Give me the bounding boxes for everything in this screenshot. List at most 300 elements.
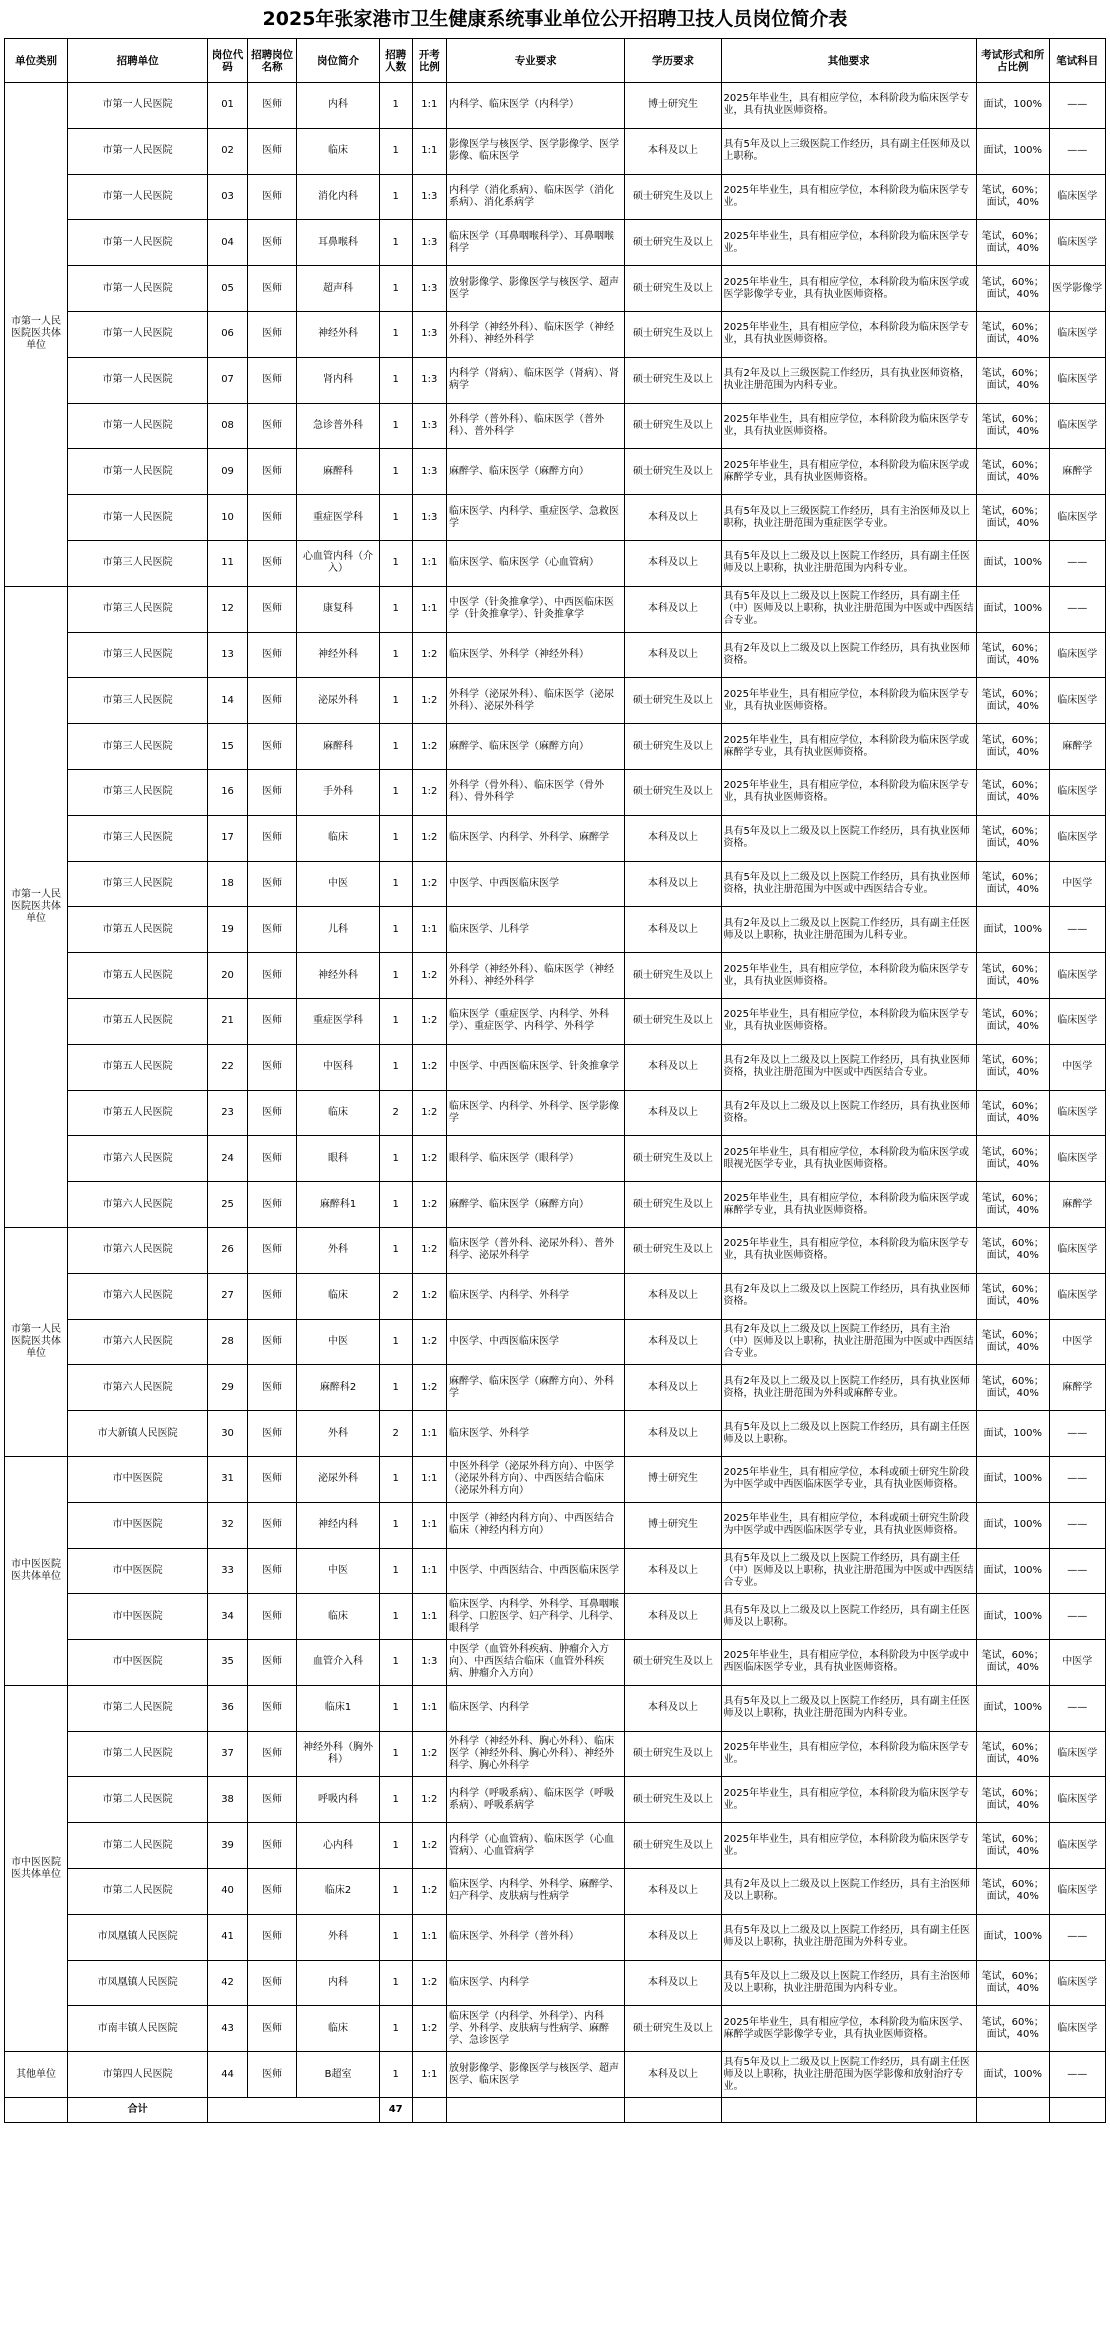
- exam-subject-cell: 临床医学: [1049, 678, 1105, 724]
- major-requirement-cell: 临床医学、内科学: [446, 1685, 624, 1731]
- major-requirement-cell: 临床医学（内科学、外科学）、内科学、外科学、皮肤病与性病学、麻醉学、急诊医学: [446, 2006, 624, 2052]
- exam-format-cell: 笔试，60%；面试，40%: [976, 1136, 1049, 1182]
- unit-cell: 市第一人民医院: [68, 311, 208, 357]
- exam-subject-cell: 临床医学: [1049, 174, 1105, 220]
- exam-subject-cell: ——: [1049, 1685, 1105, 1731]
- position-name-cell: 医师: [247, 1090, 296, 1136]
- exam-subject-cell: 医学影像学: [1049, 266, 1105, 312]
- headcount-cell: 2: [379, 1090, 412, 1136]
- exam-ratio-cell: 1:2: [412, 815, 446, 861]
- unit-cell: 市第五人民医院: [68, 953, 208, 999]
- exam-subject-cell: 临床医学: [1049, 311, 1105, 357]
- major-requirement-cell: 内科学（心血管病）、临床医学（心血管病）、心血管病学: [446, 1823, 624, 1869]
- position-brief-cell: 临床: [297, 1594, 379, 1640]
- code-cell: 30: [208, 1411, 248, 1457]
- exam-format-cell: 笔试，60%；面试，40%: [976, 953, 1049, 999]
- total-row: [5, 2098, 1106, 2123]
- code-cell: 26: [208, 1227, 248, 1273]
- position-brief-cell: 呼吸内科: [297, 1777, 379, 1823]
- position-name-cell: 医师: [247, 998, 296, 1044]
- table-row: [5, 1365, 1106, 1411]
- table-row: [5, 495, 1106, 541]
- position-brief-cell: 临床: [297, 815, 379, 861]
- other-requirement-cell: 具有2年及以上二级及以上医院工作经历，具有执业医师资格。: [721, 632, 976, 678]
- education-cell: 本科及以上: [625, 1869, 721, 1915]
- headcount-cell: 1: [379, 861, 412, 907]
- exam-ratio-cell: 1:2: [412, 724, 446, 770]
- major-requirement-cell: 中医学（血管外科疾病、肿瘤介入方向）、中西医结合临床（血管外科疾病、肿瘤介入方向）: [446, 1640, 624, 1686]
- total-spacer: [208, 2098, 380, 2123]
- code-cell: 27: [208, 1273, 248, 1319]
- exam-format-cell: 笔试，60%；面试，40%: [976, 357, 1049, 403]
- education-cell: 硕士研究生及以上: [625, 449, 721, 495]
- position-brief-cell: 消化内科: [297, 174, 379, 220]
- major-requirement-cell: 麻醉学、临床医学（麻醉方向）: [446, 1182, 624, 1228]
- other-requirement-cell: 具有5年及以上二级及以上医院工作经历，具有副主任（中）医师及以上职称，执业注册范围为中医或中西医结合专业。: [721, 1548, 976, 1594]
- position-brief-cell: 麻醉科: [297, 449, 379, 495]
- education-cell: 硕士研究生及以上: [625, 1182, 721, 1228]
- major-requirement-cell: 外科学（神经外科）、临床医学（神经外科）、神经外科学: [446, 953, 624, 999]
- exam-subject-cell: 临床医学: [1049, 1869, 1105, 1915]
- position-name-cell: 医师: [247, 449, 296, 495]
- position-brief-cell: 中医: [297, 1319, 379, 1365]
- exam-format-cell: 笔试，60%；面试，40%: [976, 1960, 1049, 2006]
- exam-ratio-cell: 1:2: [412, 632, 446, 678]
- exam-format-cell: 笔试，60%；面试，40%: [976, 724, 1049, 770]
- header-cell: 单位类别: [5, 39, 68, 83]
- exam-subject-cell: ——: [1049, 1914, 1105, 1960]
- code-cell: 36: [208, 1685, 248, 1731]
- other-requirement-cell: 2025年毕业生，具有相应学位，本科阶段为临床医学专业。: [721, 1777, 976, 1823]
- other-requirement-cell: 具有2年及以上二级及以上医院工作经历，具有执业医师资格，执业注册范围为中医或中西医结合专业。: [721, 1044, 976, 1090]
- exam-format-cell: 笔试，60%；面试，40%: [976, 678, 1049, 724]
- position-brief-cell: 中医科: [297, 1044, 379, 1090]
- exam-subject-cell: ——: [1049, 907, 1105, 953]
- major-requirement-cell: 临床医学、内科学、外科学: [446, 1273, 624, 1319]
- position-name-cell: 医师: [247, 1823, 296, 1869]
- exam-ratio-cell: 1:2: [412, 1182, 446, 1228]
- education-cell: 硕士研究生及以上: [625, 266, 721, 312]
- exam-ratio-cell: 1:3: [412, 266, 446, 312]
- unit-cell: 市第二人民医院: [68, 1685, 208, 1731]
- headcount-cell: 1: [379, 220, 412, 266]
- exam-subject-cell: ——: [1049, 128, 1105, 174]
- exam-format-cell: 面试，100%: [976, 540, 1049, 586]
- exam-ratio-cell: 1:1: [412, 128, 446, 174]
- total-spacer: [721, 2098, 976, 2123]
- exam-ratio-cell: 1:2: [412, 1731, 446, 1777]
- major-requirement-cell: 放射影像学、影像医学与核医学、超声医学、临床医学: [446, 2052, 624, 2098]
- major-requirement-cell: 中医学、中西医临床医学、针灸推拿学: [446, 1044, 624, 1090]
- total-spacer: [5, 2098, 68, 2123]
- exam-ratio-cell: 1:1: [412, 907, 446, 953]
- table-row: [5, 861, 1106, 907]
- total-spacer: [412, 2098, 446, 2123]
- code-cell: 37: [208, 1731, 248, 1777]
- education-cell: 本科及以上: [625, 586, 721, 632]
- table-row: [5, 266, 1106, 312]
- exam-ratio-cell: 1:1: [412, 1456, 446, 1502]
- exam-format-cell: 笔试，60%；面试，40%: [976, 1273, 1049, 1319]
- headcount-cell: 1: [379, 2052, 412, 2098]
- exam-format-cell: 面试，100%: [976, 1411, 1049, 1457]
- code-cell: 24: [208, 1136, 248, 1182]
- major-requirement-cell: 外科学（神经外科、胸心外科）、临床医学（神经外科、胸心外科）、神经外科学、胸心外科学: [446, 1731, 624, 1777]
- exam-format-cell: 笔试，60%；面试，40%: [976, 311, 1049, 357]
- exam-subject-cell: ——: [1049, 1502, 1105, 1548]
- other-requirement-cell: 2025年毕业生，具有相应学位，本科阶段为临床医学或麻醉学专业，具有执业医师资格。: [721, 1182, 976, 1228]
- header-cell: 其他要求: [721, 39, 976, 83]
- headcount-cell: 2: [379, 1273, 412, 1319]
- headcount-cell: 1: [379, 403, 412, 449]
- unit-cell: 市中医医院: [68, 1456, 208, 1502]
- education-cell: 硕士研究生及以上: [625, 220, 721, 266]
- exam-subject-cell: 临床医学: [1049, 357, 1105, 403]
- exam-ratio-cell: 1:2: [412, 678, 446, 724]
- table-row: [5, 1914, 1106, 1960]
- code-cell: 44: [208, 2052, 248, 2098]
- table-row: [5, 586, 1106, 632]
- table-row: [5, 1136, 1106, 1182]
- exam-ratio-cell: 1:3: [412, 220, 446, 266]
- position-name-cell: 医师: [247, 311, 296, 357]
- code-cell: 21: [208, 998, 248, 1044]
- education-cell: 本科及以上: [625, 495, 721, 541]
- table-row: [5, 815, 1106, 861]
- code-cell: 04: [208, 220, 248, 266]
- other-requirement-cell: 具有5年及以上二级及以上医院工作经历，具有副主任医师及以上职称。: [721, 1411, 976, 1457]
- headcount-cell: 1: [379, 1182, 412, 1228]
- position-brief-cell: 重症医学科: [297, 998, 379, 1044]
- header-cell: 招聘人数: [379, 39, 412, 83]
- headcount-cell: 1: [379, 1136, 412, 1182]
- table-row: [5, 449, 1106, 495]
- education-cell: 硕士研究生及以上: [625, 311, 721, 357]
- unit-category-cell: 市中医医院医共体单位: [5, 1456, 68, 1685]
- position-name-cell: 医师: [247, 1502, 296, 1548]
- unit-cell: 市第三人民医院: [68, 815, 208, 861]
- major-requirement-cell: 影像医学与核医学、医学影像学、医学影像、临床医学: [446, 128, 624, 174]
- education-cell: 本科及以上: [625, 1685, 721, 1731]
- major-requirement-cell: 内科学（消化系病）、临床医学（消化系病）、消化系病学: [446, 174, 624, 220]
- unit-cell: 市第一人民医院: [68, 495, 208, 541]
- education-cell: 本科及以上: [625, 1044, 721, 1090]
- education-cell: 本科及以上: [625, 1914, 721, 1960]
- code-cell: 22: [208, 1044, 248, 1090]
- unit-cell: 市中医医院: [68, 1640, 208, 1686]
- education-cell: 本科及以上: [625, 1960, 721, 2006]
- position-brief-cell: 急诊普外科: [297, 403, 379, 449]
- headcount-cell: 1: [379, 1319, 412, 1365]
- exam-ratio-cell: 1:2: [412, 861, 446, 907]
- position-name-cell: 医师: [247, 2052, 296, 2098]
- position-brief-cell: 神经外科: [297, 311, 379, 357]
- education-cell: 本科及以上: [625, 1273, 721, 1319]
- position-name-cell: 医师: [247, 1365, 296, 1411]
- major-requirement-cell: 临床医学、内科学: [446, 1960, 624, 2006]
- major-requirement-cell: 麻醉学、临床医学（麻醉方向）: [446, 449, 624, 495]
- education-cell: 本科及以上: [625, 1594, 721, 1640]
- unit-cell: 市凤凰镇人民医院: [68, 1914, 208, 1960]
- unit-cell: 市南丰镇人民医院: [68, 2006, 208, 2052]
- table-body: [5, 83, 1106, 2098]
- unit-cell: 市第一人民医院: [68, 220, 208, 266]
- other-requirement-cell: 具有5年及以上二级及以上医院工作经历，具有副主任医师及以上职称，执业注册范围为医学影像和放射治疗专业。: [721, 2052, 976, 2098]
- code-cell: 35: [208, 1640, 248, 1686]
- exam-format-cell: 笔试，60%；面试，40%: [976, 1319, 1049, 1365]
- unit-cell: 市第一人民医院: [68, 83, 208, 129]
- code-cell: 05: [208, 266, 248, 312]
- code-cell: 33: [208, 1548, 248, 1594]
- exam-ratio-cell: 1:1: [412, 1685, 446, 1731]
- code-cell: 12: [208, 586, 248, 632]
- other-requirement-cell: 具有2年及以上二级及以上医院工作经历，具有副主任医师及以上职称，执业注册范围为儿科专业。: [721, 907, 976, 953]
- major-requirement-cell: 中医外科学（泌尿外科方向）、中医学（泌尿外科方向）、中西医结合临床（泌尿外科方向）: [446, 1456, 624, 1502]
- other-requirement-cell: 2025年毕业生，具有相应学位，本科或硕士研究生阶段为中医学或中西医临床医学专业，具有执业医师资格。: [721, 1502, 976, 1548]
- unit-cell: 市第一人民医院: [68, 449, 208, 495]
- unit-category-cell: 市第一人民医院医共体单位: [5, 83, 68, 587]
- table-row: [5, 1273, 1106, 1319]
- code-cell: 15: [208, 724, 248, 770]
- table-row: [5, 174, 1106, 220]
- position-name-cell: 医师: [247, 1960, 296, 2006]
- exam-format-cell: 面试，100%: [976, 1685, 1049, 1731]
- exam-subject-cell: 临床医学: [1049, 1731, 1105, 1777]
- headcount-cell: 2: [379, 1411, 412, 1457]
- exam-ratio-cell: 1:2: [412, 1777, 446, 1823]
- education-cell: 本科及以上: [625, 1411, 721, 1457]
- code-cell: 31: [208, 1456, 248, 1502]
- position-brief-cell: 临床: [297, 1090, 379, 1136]
- exam-ratio-cell: 1:1: [412, 2052, 446, 2098]
- code-cell: 18: [208, 861, 248, 907]
- headcount-cell: 1: [379, 174, 412, 220]
- major-requirement-cell: 临床医学、临床医学（心血管病）: [446, 540, 624, 586]
- total-spacer: [976, 2098, 1049, 2123]
- position-name-cell: 医师: [247, 1731, 296, 1777]
- exam-format-cell: 面试，100%: [976, 1594, 1049, 1640]
- exam-format-cell: 笔试，60%；面试，40%: [976, 1044, 1049, 1090]
- education-cell: 硕士研究生及以上: [625, 678, 721, 724]
- major-requirement-cell: 外科学（骨外科）、临床医学（骨外科）、骨外科学: [446, 769, 624, 815]
- code-cell: 09: [208, 449, 248, 495]
- other-requirement-cell: 2025年毕业生，具有相应学位，本科阶段为临床医学专业，具有执业医师资格。: [721, 769, 976, 815]
- position-brief-cell: 耳鼻喉科: [297, 220, 379, 266]
- major-requirement-cell: 临床医学（普外科、泌尿外科）、普外科学、泌尿外科学: [446, 1227, 624, 1273]
- other-requirement-cell: 具有5年及以上二级及以上医院工作经历，具有主治医师及以上职称，执业注册范围为内科专业。: [721, 1960, 976, 2006]
- education-cell: 硕士研究生及以上: [625, 1227, 721, 1273]
- exam-format-cell: 笔试，60%；面试，40%: [976, 1731, 1049, 1777]
- position-brief-cell: 泌尿外科: [297, 1456, 379, 1502]
- headcount-cell: 1: [379, 1594, 412, 1640]
- position-brief-cell: 神经内科: [297, 1502, 379, 1548]
- table-row: [5, 1090, 1106, 1136]
- education-cell: 硕士研究生及以上: [625, 953, 721, 999]
- table-row: [5, 1319, 1106, 1365]
- total-spacer: [1049, 2098, 1105, 2123]
- education-cell: 本科及以上: [625, 1090, 721, 1136]
- position-brief-cell: 康复科: [297, 586, 379, 632]
- code-cell: 16: [208, 769, 248, 815]
- code-cell: 23: [208, 1090, 248, 1136]
- education-cell: 本科及以上: [625, 1319, 721, 1365]
- position-name-cell: 医师: [247, 1411, 296, 1457]
- position-brief-cell: 临床: [297, 128, 379, 174]
- position-brief-cell: 血管介入科: [297, 1640, 379, 1686]
- education-cell: 博士研究生: [625, 1456, 721, 1502]
- table-row: [5, 1869, 1106, 1915]
- code-cell: 40: [208, 1869, 248, 1915]
- exam-format-cell: 笔试，60%；面试，40%: [976, 449, 1049, 495]
- code-cell: 32: [208, 1502, 248, 1548]
- headcount-cell: 1: [379, 311, 412, 357]
- exam-ratio-cell: 1:1: [412, 1594, 446, 1640]
- position-name-cell: 医师: [247, 1273, 296, 1319]
- other-requirement-cell: 具有2年及以上二级及以上医院工作经历，具有执业医师资格，执业注册范围为外科或麻醉专业。: [721, 1365, 976, 1411]
- other-requirement-cell: 2025年毕业生，具有相应学位，本科阶段为临床医学专业，具有执业医师资格。: [721, 998, 976, 1044]
- position-brief-cell: 麻醉科1: [297, 1182, 379, 1228]
- position-brief-cell: 临床: [297, 2006, 379, 2052]
- code-cell: 02: [208, 128, 248, 174]
- header-row: [5, 39, 1106, 83]
- exam-subject-cell: 临床医学: [1049, 815, 1105, 861]
- unit-category-cell: 市第一人民医院医共体单位: [5, 586, 68, 1227]
- position-name-cell: 医师: [247, 724, 296, 770]
- position-brief-cell: 外科: [297, 1227, 379, 1273]
- position-name-cell: 医师: [247, 815, 296, 861]
- unit-cell: 市第六人民医院: [68, 1365, 208, 1411]
- exam-subject-cell: 临床医学: [1049, 632, 1105, 678]
- position-brief-cell: 外科: [297, 1411, 379, 1457]
- major-requirement-cell: 临床医学、外科学（神经外科）: [446, 632, 624, 678]
- table-row: [5, 403, 1106, 449]
- exam-ratio-cell: 1:3: [412, 495, 446, 541]
- exam-ratio-cell: 1:2: [412, 1136, 446, 1182]
- position-brief-cell: 手外科: [297, 769, 379, 815]
- table-row: [5, 1823, 1106, 1869]
- education-cell: 硕士研究生及以上: [625, 1823, 721, 1869]
- exam-format-cell: 面试，100%: [976, 1548, 1049, 1594]
- unit-cell: 市凤凰镇人民医院: [68, 1960, 208, 2006]
- headcount-cell: 1: [379, 953, 412, 999]
- positions-table: [4, 38, 1106, 2123]
- headcount-cell: 1: [379, 1548, 412, 1594]
- position-brief-cell: 神经外科: [297, 953, 379, 999]
- education-cell: 硕士研究生及以上: [625, 998, 721, 1044]
- major-requirement-cell: 麻醉学、临床医学（麻醉方向）、外科学: [446, 1365, 624, 1411]
- position-name-cell: 医师: [247, 1456, 296, 1502]
- unit-cell: 市第六人民医院: [68, 1227, 208, 1273]
- position-brief-cell: 内科: [297, 1960, 379, 2006]
- position-brief-cell: 心内科: [297, 1823, 379, 1869]
- major-requirement-cell: 临床医学、内科学、外科学、耳鼻咽喉科学、口腔医学、妇产科学、儿科学、眼科学: [446, 1594, 624, 1640]
- code-cell: 39: [208, 1823, 248, 1869]
- position-name-cell: 医师: [247, 403, 296, 449]
- position-brief-cell: 儿科: [297, 907, 379, 953]
- major-requirement-cell: 临床医学、内科学、重症医学、急救医学: [446, 495, 624, 541]
- position-brief-cell: 中医: [297, 1548, 379, 1594]
- exam-ratio-cell: 1:2: [412, 1044, 446, 1090]
- exam-ratio-cell: 1:3: [412, 449, 446, 495]
- education-cell: 本科及以上: [625, 1365, 721, 1411]
- other-requirement-cell: 2025年毕业生，具有相应学位，本科阶段为临床医学专业，具有执业医师资格。: [721, 311, 976, 357]
- position-name-cell: 医师: [247, 1319, 296, 1365]
- other-requirement-cell: 2025年毕业生，具有相应学位，本科阶段为临床医学专业，具有执业医师资格。: [721, 953, 976, 999]
- exam-format-cell: 笔试，60%；面试，40%: [976, 769, 1049, 815]
- exam-format-cell: 面试，100%: [976, 586, 1049, 632]
- major-requirement-cell: 内科学、临床医学（内科学）: [446, 83, 624, 129]
- exam-subject-cell: ——: [1049, 2052, 1105, 2098]
- code-cell: 42: [208, 1960, 248, 2006]
- exam-ratio-cell: 1:3: [412, 174, 446, 220]
- other-requirement-cell: 具有2年及以上二级及以上医院工作经历，具有执业医师资格。: [721, 1273, 976, 1319]
- unit-category-cell: 市中医医院医共体单位: [5, 1685, 68, 2051]
- exam-subject-cell: 临床医学: [1049, 1090, 1105, 1136]
- headcount-cell: 1: [379, 266, 412, 312]
- exam-format-cell: 笔试，60%；面试，40%: [976, 1869, 1049, 1915]
- headcount-cell: 1: [379, 540, 412, 586]
- code-cell: 38: [208, 1777, 248, 1823]
- position-name-cell: 医师: [247, 1227, 296, 1273]
- unit-cell: 市第六人民医院: [68, 1273, 208, 1319]
- exam-subject-cell: ——: [1049, 1548, 1105, 1594]
- headcount-cell: 1: [379, 1731, 412, 1777]
- headcount-cell: 1: [379, 357, 412, 403]
- table-row: [5, 220, 1106, 266]
- table-row: [5, 540, 1106, 586]
- position-name-cell: 医师: [247, 2006, 296, 2052]
- headcount-cell: 1: [379, 495, 412, 541]
- exam-subject-cell: 中医学: [1049, 1044, 1105, 1090]
- exam-format-cell: 笔试，60%；面试，40%: [976, 220, 1049, 266]
- headcount-cell: 1: [379, 724, 412, 770]
- position-name-cell: 医师: [247, 174, 296, 220]
- exam-format-cell: 面试，100%: [976, 2052, 1049, 2098]
- code-cell: 41: [208, 1914, 248, 1960]
- position-name-cell: 医师: [247, 586, 296, 632]
- table-row: [5, 1960, 1106, 2006]
- unit-cell: 市第一人民医院: [68, 403, 208, 449]
- code-cell: 14: [208, 678, 248, 724]
- education-cell: 硕士研究生及以上: [625, 357, 721, 403]
- position-name-cell: 医师: [247, 1914, 296, 1960]
- position-name-cell: 医师: [247, 769, 296, 815]
- exam-format-cell: 笔试，60%；面试，40%: [976, 632, 1049, 678]
- total-spacer: [446, 2098, 624, 2123]
- major-requirement-cell: 中医学、中西医临床医学: [446, 861, 624, 907]
- position-brief-cell: 内科: [297, 83, 379, 129]
- exam-subject-cell: 中医学: [1049, 861, 1105, 907]
- headcount-cell: 1: [379, 128, 412, 174]
- position-brief-cell: 麻醉科2: [297, 1365, 379, 1411]
- major-requirement-cell: 临床医学、内科学、外科学、麻醉学: [446, 815, 624, 861]
- table-row: [5, 311, 1106, 357]
- code-cell: 25: [208, 1182, 248, 1228]
- headcount-cell: 1: [379, 1685, 412, 1731]
- unit-cell: 市中医医院: [68, 1502, 208, 1548]
- exam-subject-cell: 临床医学: [1049, 1960, 1105, 2006]
- major-requirement-cell: 临床医学、外科学: [446, 1411, 624, 1457]
- other-requirement-cell: 具有5年及以上二级及以上医院工作经历，具有副主任医师及以上职称，执业注册范围为内科专业。: [721, 540, 976, 586]
- table-row: [5, 1044, 1106, 1090]
- position-brief-cell: 心血管内科（介入）: [297, 540, 379, 586]
- position-name-cell: 医师: [247, 1685, 296, 1731]
- exam-subject-cell: 临床医学: [1049, 1227, 1105, 1273]
- other-requirement-cell: 具有5年及以上三级医院工作经历，具有主治医师及以上职称，执业注册范围为重症医学专业。: [721, 495, 976, 541]
- exam-subject-cell: ——: [1049, 540, 1105, 586]
- table-row: [5, 1182, 1106, 1228]
- position-brief-cell: 超声科: [297, 266, 379, 312]
